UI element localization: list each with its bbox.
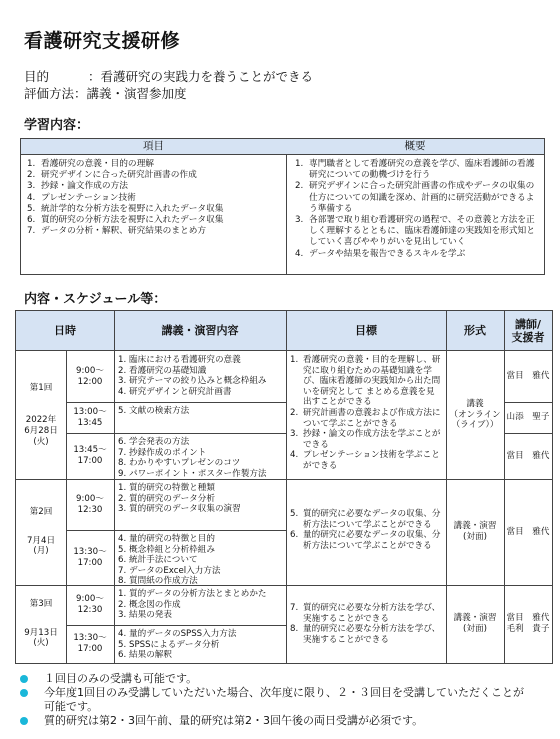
- item-number: 4.: [118, 534, 127, 544]
- items-header: 項目: [21, 139, 287, 155]
- item-text: 研究計画書の意義および作成方法について学ぶことができる: [303, 407, 441, 429]
- item-number: 4.: [295, 248, 304, 259]
- lecture-item: [118, 640, 284, 651]
- instructor-name: 當目 雅代: [506, 450, 550, 461]
- time-slot: 13:45〜 17:00: [73, 445, 107, 466]
- bullet-icon: [20, 689, 28, 697]
- header-instructor-label: 講師/支援者: [511, 317, 545, 344]
- item-number: 3.: [118, 504, 127, 515]
- session-format: 講義 （オンライン （ライブ））: [449, 399, 501, 431]
- purpose-row: [24, 68, 313, 85]
- lecture-list: [118, 483, 284, 515]
- lecture-item: [118, 494, 284, 505]
- item-text: 臨床における看護研究の意義: [129, 355, 241, 365]
- note-text: 質的研究は第2・3回午前、量的研究は第2・3回午後の両日受講が必須です。: [44, 714, 424, 727]
- item-number: 3.: [27, 181, 36, 192]
- learning-item: [25, 159, 280, 170]
- item-number: 6.: [118, 555, 127, 566]
- item-number: 1.: [118, 355, 127, 365]
- header-lecture: 講義・演習内容: [114, 311, 286, 351]
- instructor-name: 當目 雅代: [506, 371, 550, 382]
- note-text: １回目のみの受講も可能です。: [44, 672, 198, 685]
- item-text: 質的研究のデータ収集の演習: [129, 504, 241, 515]
- item-text: 量的研究に必要な分析方法を学び、実施することができる: [303, 624, 441, 645]
- item-number: 1.: [118, 483, 127, 493]
- schedule-heading: 内容・スケジュール等：: [24, 292, 167, 307]
- item-text: 量的研究に必要なデータの収集、分析方法について学ぶことができる: [303, 530, 441, 551]
- goal-item: [290, 450, 442, 471]
- lecture-item: [118, 387, 284, 398]
- item-number: 4.: [118, 629, 127, 639]
- time-slot: 9:00〜 12:00: [76, 365, 104, 387]
- item-number: 4.: [290, 450, 299, 461]
- item-text: 量的データのSPSS入力方法: [129, 629, 237, 639]
- item-text: 結果の解釈: [129, 650, 172, 661]
- session-date: 7月4日 (月): [26, 535, 56, 557]
- learning-item: [25, 215, 280, 226]
- item-number: 6.: [118, 650, 127, 661]
- bullet-icon: [20, 717, 28, 725]
- item-text: 研究デザインに合った研究計画書の作成: [41, 170, 197, 181]
- item-text: 統計手法について: [129, 555, 198, 566]
- lecture-list: [118, 406, 284, 417]
- item-text: 研究デザインに合った研究計画書の作成やデータの収集の仕方についての知識を深め、計画的に研究活動ができるよう準備する: [309, 181, 535, 214]
- lecture-item: [118, 366, 284, 377]
- learning-heading: 学習内容：: [24, 118, 90, 133]
- header-goal: 目標: [286, 311, 446, 351]
- item-number: 6.: [118, 437, 127, 447]
- item-number: 7.: [27, 226, 36, 237]
- item-text: 質的研究に必要なデータの収集、分析方法について学ぶことができる: [303, 509, 441, 530]
- item-number: 4.: [118, 386, 127, 397]
- item-text: 概念枠組と分析枠組み: [129, 544, 215, 555]
- lecture-item: [118, 448, 284, 459]
- item-text: 各部署で取り組む看護研究の過程で、その意義と方法を正しく理解するとともに、臨床看護師達の実践知を形式知としていく喜びややりがいを見出していく: [309, 215, 535, 248]
- bullet-icon: [20, 675, 28, 683]
- item-text: データのExcel入力方法: [129, 565, 221, 576]
- session-number: 第1回: [29, 382, 53, 393]
- item-number: 2.: [290, 407, 299, 418]
- item-text: 研究テーマの絞り込みと概念枠組み: [129, 376, 267, 387]
- item-number: 8.: [118, 576, 127, 587]
- item-number: 4.: [27, 192, 36, 203]
- item-text: わかりやすいプレゼンのコツ: [129, 458, 241, 469]
- evaluation-text: ：講義・演習参加度: [74, 86, 187, 101]
- item-text: 質的研究に必要な分析方法を学び、実施することができる: [303, 603, 441, 624]
- lecture-item: [118, 469, 284, 480]
- header-date: 日時: [16, 311, 114, 351]
- item-number: 3.: [290, 429, 299, 440]
- item-text: 文献の検索方法: [129, 406, 190, 416]
- item-text: 学会発表の方法: [129, 437, 190, 447]
- summary-item: [293, 215, 539, 249]
- goal-item: [290, 429, 442, 450]
- item-number: 7.: [290, 603, 299, 613]
- item-number: 1.: [27, 159, 36, 169]
- time-slot: 9:00〜 12:30: [76, 594, 104, 615]
- learning-item: [25, 170, 280, 181]
- item-number: 2.: [27, 170, 36, 181]
- goal-list: [290, 355, 442, 472]
- summary-item: [293, 249, 539, 260]
- item-number: 1.: [290, 355, 299, 365]
- time-slot: 13:00〜 13:45: [73, 406, 107, 428]
- item-text: 抄録・論文作成の方法: [41, 181, 128, 192]
- note-text: 可能です。: [44, 700, 99, 713]
- notes-list: [20, 672, 524, 728]
- lecture-item: [118, 504, 284, 515]
- item-number: 1.: [295, 159, 304, 169]
- learning-item: [25, 181, 280, 192]
- lecture-list: [118, 534, 284, 587]
- lecture-item: [118, 483, 284, 494]
- note-text: 今年度1回目のみ受講していただいた場合、次年度に限り、２・３回目を受講していただくことが: [44, 686, 524, 699]
- instructor-name: 當目 雅代 毛利 貴子: [506, 613, 550, 634]
- item-text: 抄録・論文の作成方法を学ぶことができる: [303, 429, 441, 450]
- item-text: 質的データの分析方法とまとめかた: [129, 589, 267, 599]
- item-text: 概念図の作成: [129, 599, 181, 610]
- column-divider: [286, 154, 287, 274]
- item-text: 専門職者として看護研究の意義を学び、臨床看護師の看護研究についての動機づけを行う: [309, 159, 535, 181]
- item-text: 研究デザインと研究計画書: [129, 386, 232, 397]
- learning-item: [25, 226, 280, 237]
- item-text: 看護研究の意義・目的を理解し、研究に取り組むための基礎知識を学び、臨床看護師の実践知から出た問いを研究として まとめる意義を見出すことができる: [303, 355, 441, 408]
- lecture-item: [118, 534, 284, 545]
- item-number: 8.: [290, 624, 299, 635]
- item-text: パワーポイント・ポスター作製方法: [129, 468, 267, 479]
- item-number: 8.: [118, 458, 127, 469]
- lecture-item: [118, 650, 284, 661]
- item-number: 2.: [118, 493, 127, 504]
- learning-item: [25, 193, 280, 204]
- lecture-item: [118, 610, 284, 621]
- purpose-text: 看護研究の実践力を養うことができる: [100, 69, 314, 84]
- note-item: [20, 714, 524, 728]
- item-number: 5.: [290, 509, 299, 519]
- learning-summary-list: [293, 159, 539, 260]
- schedule-table: [15, 310, 553, 664]
- item-number: 7.: [118, 447, 127, 458]
- item-text: 看護研究の意義・目的の理解: [41, 159, 154, 169]
- item-number: 2.: [118, 599, 127, 610]
- time-slot: 13:30〜 17:00: [73, 546, 107, 568]
- learning-table: [20, 138, 545, 275]
- session-date: 2022年 6月28日 (火): [24, 415, 58, 447]
- session-format: 講義・演習 (対面): [453, 521, 497, 542]
- header-format: 形式: [446, 311, 504, 351]
- item-text: SPSSによるデータ分析: [129, 639, 220, 650]
- item-number: 2.: [295, 181, 304, 192]
- session-date: 9月13日 (火): [24, 627, 58, 649]
- lecture-item: [118, 545, 284, 556]
- goal-item: [290, 530, 442, 551]
- learning-item: [25, 204, 280, 215]
- goal-item: [290, 355, 442, 408]
- item-text: プレゼンテーション技術を学ぶことができる: [303, 450, 440, 471]
- goal-item: [290, 624, 442, 645]
- item-number: 6.: [290, 530, 299, 541]
- session-number: 第3回: [29, 599, 53, 610]
- item-text: 結果の発表: [129, 610, 172, 621]
- item-text: 量的研究の特徴と目的: [129, 534, 215, 544]
- note-continuation: [20, 700, 524, 714]
- goal-item: [290, 603, 442, 624]
- session-date-cell: [16, 479, 66, 585]
- lecture-item: [118, 600, 284, 611]
- item-text: プレゼンテーション技術: [41, 192, 136, 203]
- column-line: [286, 311, 287, 663]
- lecture-item: [118, 629, 284, 640]
- item-text: 質的研究のデータ分析: [129, 493, 215, 504]
- column-line: [114, 311, 115, 663]
- item-text: データや結果を報告できるスキルを学ぶ: [309, 248, 466, 259]
- item-number: 6.: [27, 215, 36, 226]
- item-number: 3.: [295, 215, 304, 226]
- session-date-cell: [16, 351, 66, 479]
- instructor-name: 當目 雅代: [506, 526, 550, 537]
- item-text: 質的研究の特徴と種類: [129, 483, 215, 493]
- lecture-item: [118, 376, 284, 387]
- item-number: 7.: [118, 565, 127, 576]
- lecture-list: [118, 629, 284, 661]
- item-number: 9.: [118, 468, 127, 479]
- goal-item: [290, 509, 442, 530]
- lecture-item: [118, 437, 284, 448]
- lecture-item: [118, 406, 284, 417]
- goal-list: [290, 603, 442, 645]
- header-instructor: [504, 311, 552, 351]
- item-number: 5.: [118, 406, 127, 416]
- lecture-item: [118, 555, 284, 566]
- purpose-label: 目的: [24, 69, 50, 84]
- page-title: 看護研究支援研修: [24, 30, 181, 52]
- session-format: 講義・演習 (対面): [453, 613, 497, 634]
- summary-item: [293, 181, 539, 215]
- lecture-list: [118, 437, 284, 479]
- note-item: [20, 672, 524, 686]
- evaluation-label: 評価方法: [24, 86, 75, 101]
- lecture-item: [118, 589, 284, 600]
- lecture-item: [118, 355, 284, 366]
- summary-header: 概要: [286, 139, 544, 155]
- item-number: 5.: [118, 639, 127, 650]
- time-slot: 9:00〜 12:30: [76, 493, 104, 515]
- item-text: データの分析・解釈、研究結果のまとめ方: [41, 226, 207, 237]
- purpose-colon: ：: [88, 69, 101, 84]
- session-date-cell: [16, 585, 66, 663]
- summary-item: [293, 159, 539, 181]
- time-slot: 13:30〜 17:00: [73, 633, 107, 654]
- item-text: 統計学的な分析方法を視野に入れたデータ収集: [41, 203, 224, 214]
- learning-items-list: [25, 159, 280, 237]
- instructor-name: 山添 聖子: [506, 412, 550, 423]
- note-item: [20, 686, 524, 700]
- item-number: 5.: [118, 544, 127, 555]
- lecture-item: [118, 566, 284, 577]
- goal-item: [290, 408, 442, 429]
- goal-list: [290, 509, 442, 551]
- item-text: 抄録作成のポイント: [129, 447, 207, 458]
- session-number: 第2回: [29, 507, 53, 518]
- item-text: 看護研究の基礎知識: [129, 365, 207, 376]
- item-number: 5.: [27, 203, 36, 214]
- lecture-list: [118, 355, 284, 397]
- item-number: 1.: [118, 589, 127, 599]
- purpose-block: [24, 68, 313, 102]
- item-text: 質的研究の分析方法を視野に入れたデータ収集: [41, 215, 224, 226]
- item-number: 3.: [118, 610, 127, 621]
- evaluation-row: [24, 85, 313, 102]
- lecture-item: [118, 458, 284, 469]
- item-text: 質問紙の作成方法: [129, 576, 198, 587]
- item-number: 2.: [118, 365, 127, 376]
- item-number: 3.: [118, 376, 127, 387]
- lecture-list: [118, 589, 284, 621]
